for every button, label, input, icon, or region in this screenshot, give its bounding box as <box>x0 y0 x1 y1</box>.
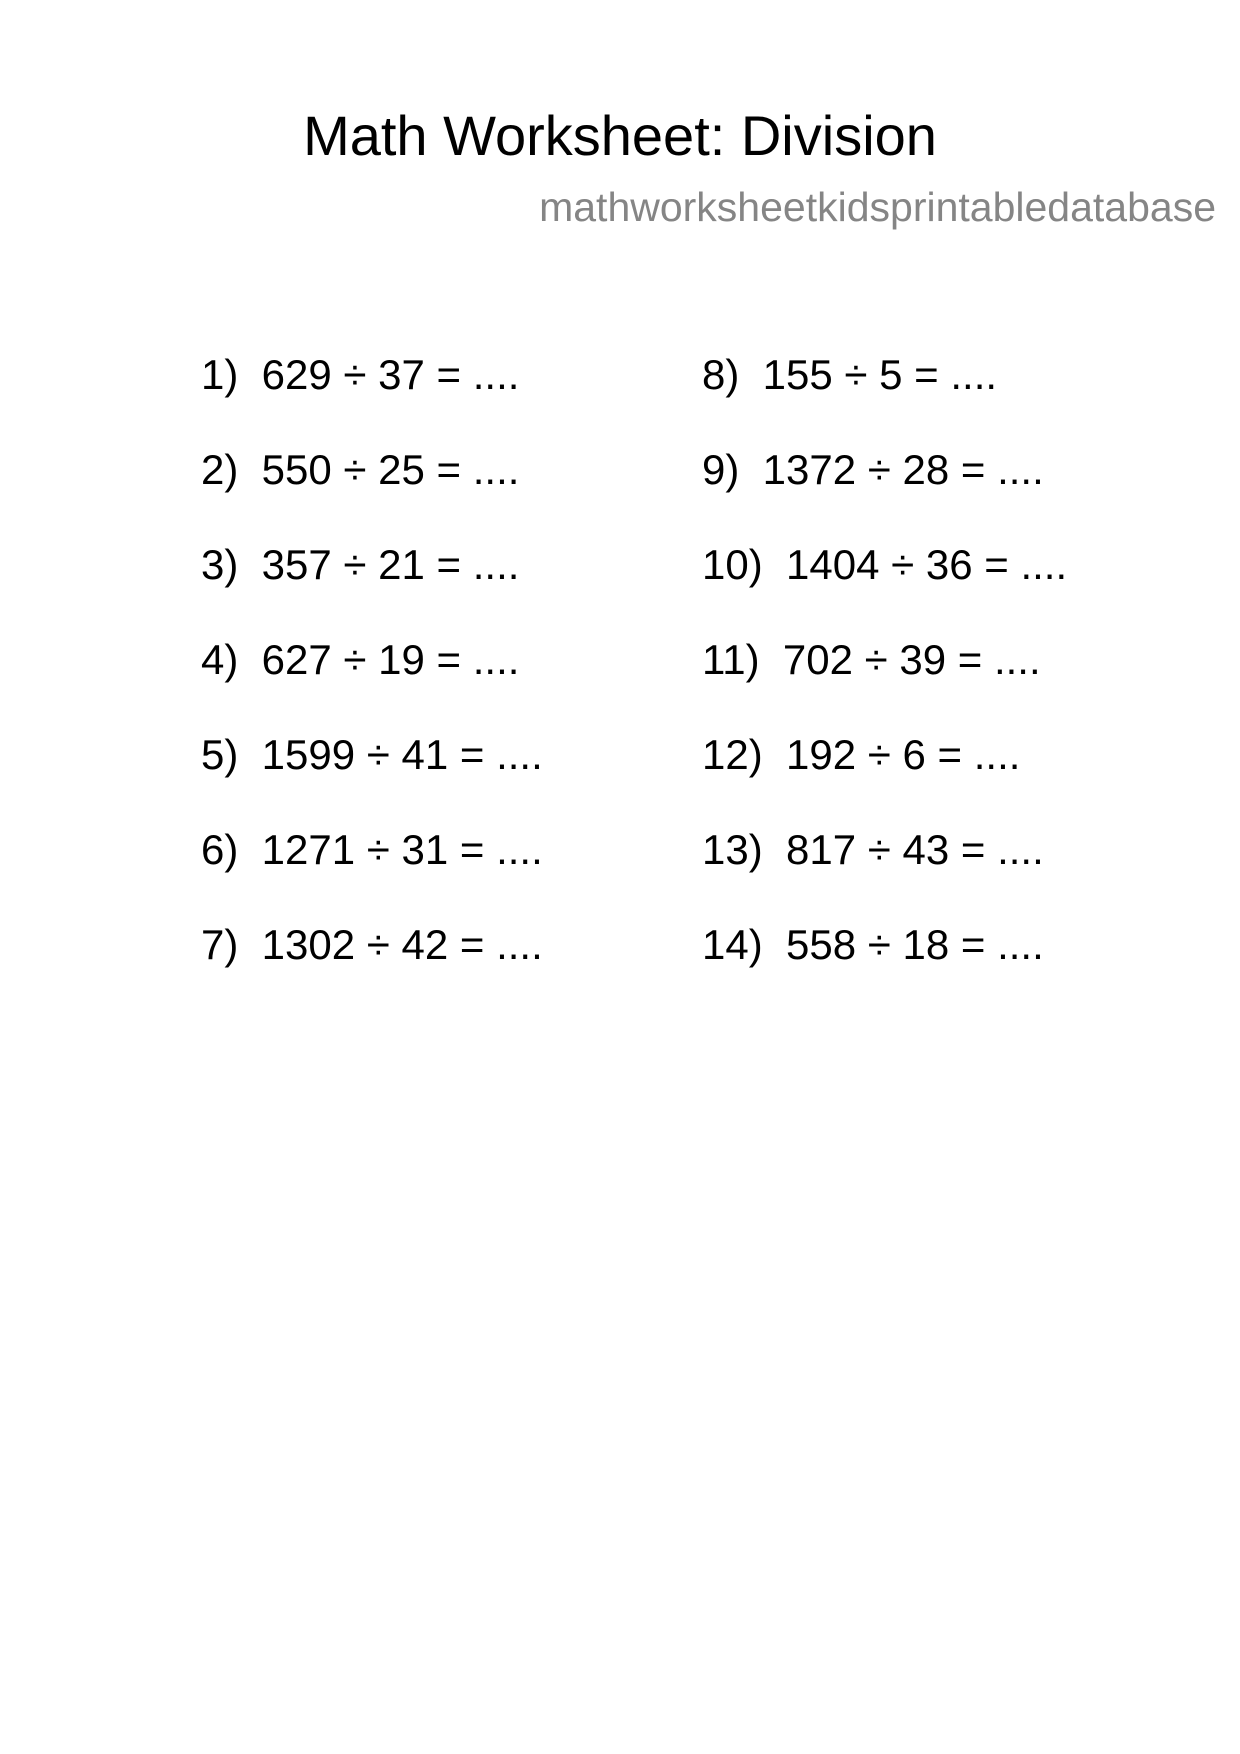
problem-12: 12) 192 ÷ 6 = .... <box>702 731 1021 778</box>
problem-column-left <box>201 343 543 1008</box>
problem-7: 7) 1302 ÷ 42 = .... <box>201 921 543 968</box>
problem-column-right <box>702 343 1067 1008</box>
problem-14: 14) 558 ÷ 18 = .... <box>702 921 1044 968</box>
problem-10: 10) 1404 ÷ 36 = .... <box>702 541 1068 588</box>
problem-11: 11) 702 ÷ 39 = .... <box>702 636 1041 683</box>
source-label: mathworksheetkidsprintabledatabase <box>539 184 1216 230</box>
problem-9: 9) 1372 ÷ 28 = .... <box>702 446 1044 493</box>
page-title: Math Worksheet: Division <box>303 104 937 167</box>
problem-1: 1) 629 ÷ 37 = .... <box>201 351 520 398</box>
problem-4: 4) 627 ÷ 19 = .... <box>201 636 520 683</box>
problem-6: 6) 1271 ÷ 31 = .... <box>201 826 543 873</box>
problem-2: 2) 550 ÷ 25 = .... <box>201 446 520 493</box>
problem-3: 3) 357 ÷ 21 = .... <box>201 541 520 588</box>
problem-8: 8) 155 ÷ 5 = .... <box>702 351 998 398</box>
problem-13: 13) 817 ÷ 43 = .... <box>702 826 1044 873</box>
problem-5: 5) 1599 ÷ 41 = .... <box>201 731 543 778</box>
